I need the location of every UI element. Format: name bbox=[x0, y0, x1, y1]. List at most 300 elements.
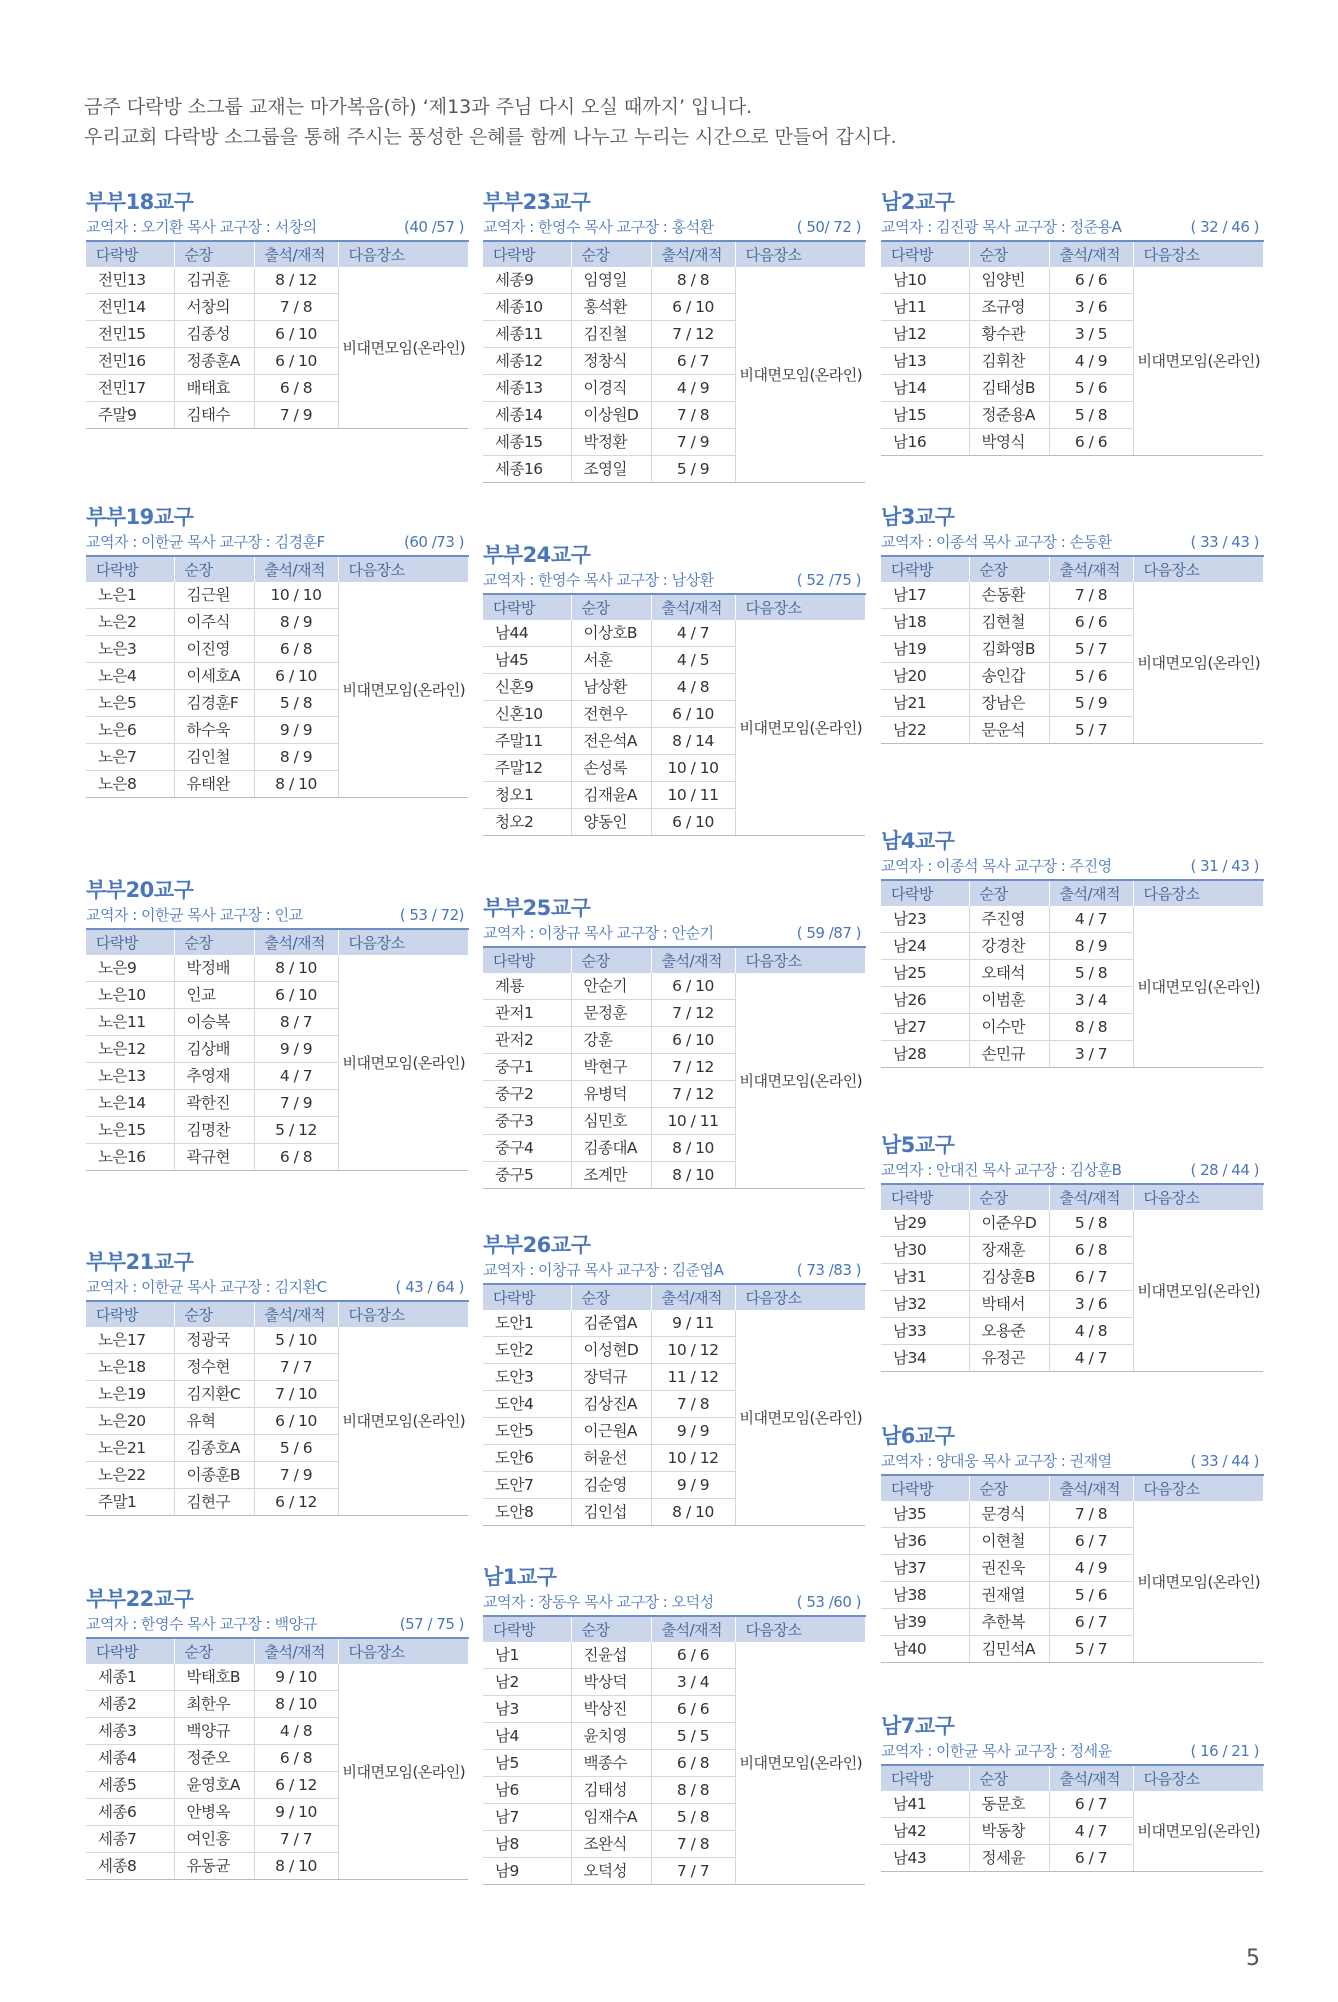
table-row bbox=[86, 1664, 468, 1691]
leader-cell: 이세호A bbox=[174, 663, 254, 690]
table-header-row bbox=[881, 1184, 1263, 1210]
attendance-cell: 10 / 10 bbox=[651, 755, 735, 782]
room-cell: 남44 bbox=[483, 620, 571, 647]
leader-cell: 장남은 bbox=[969, 690, 1049, 717]
attendance-cell: 5 / 7 bbox=[1049, 636, 1133, 663]
column-header: 출석/재적 bbox=[1049, 880, 1133, 906]
attendance-cell: 7 / 9 bbox=[651, 429, 735, 456]
table-header-row bbox=[483, 1284, 865, 1310]
room-cell: 세종14 bbox=[483, 402, 571, 429]
next-place-cell: 비대면모임(온라인) bbox=[1133, 1210, 1263, 1372]
room-cell: 노은1 bbox=[86, 582, 174, 609]
column-header: 다락방 bbox=[881, 1475, 969, 1501]
leader-cell: 박태호B bbox=[174, 1664, 254, 1691]
leader-cell: 김경훈F bbox=[174, 690, 254, 717]
leader-cell: 김화영B bbox=[969, 636, 1049, 663]
district-table bbox=[86, 1637, 469, 1880]
column-header: 다락방 bbox=[483, 594, 571, 620]
column-header: 다락방 bbox=[86, 1301, 174, 1327]
leader-cell: 추한복 bbox=[969, 1609, 1049, 1636]
table-row bbox=[483, 1642, 865, 1669]
column-header: 다음장소 bbox=[338, 556, 468, 582]
leader-cell: 심민호 bbox=[571, 1108, 651, 1135]
district-title: 남6교구 bbox=[881, 1424, 955, 1448]
column-header: 출석/재적 bbox=[1049, 241, 1133, 267]
room-cell: 세종13 bbox=[483, 375, 571, 402]
attendance-cell: 7 / 7 bbox=[254, 1354, 338, 1381]
column-header: 다음장소 bbox=[1133, 880, 1263, 906]
room-cell: 남17 bbox=[881, 582, 969, 609]
table-row bbox=[86, 955, 468, 982]
attendance-cell: 8 / 10 bbox=[651, 1162, 735, 1189]
district-info bbox=[86, 904, 468, 926]
district-table bbox=[86, 240, 469, 429]
column-header: 다락방 bbox=[86, 556, 174, 582]
attendance-cell: 5 / 6 bbox=[254, 1435, 338, 1462]
next-place-cell: 비대면모임(온라인) bbox=[338, 955, 468, 1171]
column-header: 다음장소 bbox=[735, 241, 865, 267]
attendance-cell: 8 / 9 bbox=[254, 744, 338, 771]
room-cell: 전민15 bbox=[86, 321, 174, 348]
room-cell: 중구5 bbox=[483, 1162, 571, 1189]
room-cell: 신혼10 bbox=[483, 701, 571, 728]
attendance-cell: 6 / 12 bbox=[254, 1489, 338, 1516]
leader-cell: 이승복 bbox=[174, 1009, 254, 1036]
attendance-cell: 7 / 9 bbox=[254, 402, 338, 429]
room-cell: 남19 bbox=[881, 636, 969, 663]
attendance-cell: 6 / 8 bbox=[1049, 1237, 1133, 1264]
attendance-cell: 7 / 8 bbox=[1049, 1501, 1133, 1528]
district-block bbox=[86, 503, 468, 798]
leader-cell: 유동균 bbox=[174, 1853, 254, 1880]
attendance-cell: 10 / 10 bbox=[254, 582, 338, 609]
table-header-row bbox=[881, 556, 1263, 582]
column-header: 출석/재적 bbox=[254, 241, 338, 267]
district-block bbox=[86, 876, 468, 1171]
room-cell: 관저2 bbox=[483, 1027, 571, 1054]
room-cell: 세종15 bbox=[483, 429, 571, 456]
leader-cell: 임영일 bbox=[571, 267, 651, 294]
attendance-cell: 8 / 10 bbox=[254, 955, 338, 982]
attendance-cell: 6 / 8 bbox=[254, 636, 338, 663]
leader-cell: 박정환 bbox=[571, 429, 651, 456]
attendance-cell: 5 / 9 bbox=[651, 456, 735, 483]
district-info bbox=[483, 1591, 865, 1613]
leader-cell: 이현철 bbox=[969, 1528, 1049, 1555]
leader-cell: 임재수A bbox=[571, 1804, 651, 1831]
district-attendance-total: (60 /73 ) bbox=[404, 533, 464, 551]
room-cell: 노은11 bbox=[86, 1009, 174, 1036]
attendance-cell: 4 / 7 bbox=[254, 1063, 338, 1090]
room-cell: 남36 bbox=[881, 1528, 969, 1555]
table-row bbox=[881, 906, 1263, 933]
attendance-cell: 4 / 8 bbox=[651, 674, 735, 701]
attendance-cell: 5 / 9 bbox=[1049, 690, 1133, 717]
attendance-cell: 9 / 9 bbox=[254, 717, 338, 744]
attendance-cell: 6 / 10 bbox=[651, 1027, 735, 1054]
attendance-cell: 5 / 12 bbox=[254, 1117, 338, 1144]
leader-cell: 권진욱 bbox=[969, 1555, 1049, 1582]
district-block bbox=[881, 1712, 1263, 1872]
attendance-cell: 6 / 7 bbox=[1049, 1845, 1133, 1872]
column-header: 다락방 bbox=[483, 1284, 571, 1310]
room-cell: 남34 bbox=[881, 1345, 969, 1372]
attendance-cell: 8 / 8 bbox=[1049, 1014, 1133, 1041]
leader-cell: 유병덕 bbox=[571, 1081, 651, 1108]
district-staff: 교역자 : 안대진 목사 교구장 : 김상훈B bbox=[881, 1161, 1122, 1179]
leader-cell: 곽규현 bbox=[174, 1144, 254, 1171]
room-cell: 도안3 bbox=[483, 1364, 571, 1391]
column-header: 다음장소 bbox=[1133, 1765, 1263, 1791]
room-cell: 남23 bbox=[881, 906, 969, 933]
room-cell: 도안5 bbox=[483, 1418, 571, 1445]
attendance-cell: 6 / 10 bbox=[254, 348, 338, 375]
attendance-cell: 5 / 5 bbox=[651, 1723, 735, 1750]
district-title: 부부22교구 bbox=[86, 1587, 194, 1611]
leader-cell: 곽한진 bbox=[174, 1090, 254, 1117]
district-staff: 교역자 : 양대웅 목사 교구장 : 권재열 bbox=[881, 1452, 1112, 1470]
room-cell: 남31 bbox=[881, 1264, 969, 1291]
column-header: 순장 bbox=[969, 1475, 1049, 1501]
column-header: 순장 bbox=[571, 241, 651, 267]
room-cell: 도안4 bbox=[483, 1391, 571, 1418]
column-header: 순장 bbox=[174, 1301, 254, 1327]
district-attendance-total: ( 28 / 44 ) bbox=[1190, 1161, 1259, 1179]
attendance-cell: 7 / 8 bbox=[651, 1391, 735, 1418]
leader-cell: 손민규 bbox=[969, 1041, 1049, 1068]
district-title: 부부25교구 bbox=[483, 896, 591, 920]
leader-cell: 박정배 bbox=[174, 955, 254, 982]
table-row bbox=[86, 582, 468, 609]
district-attendance-total: ( 59 /87 ) bbox=[796, 924, 861, 942]
leader-cell: 정세윤 bbox=[969, 1845, 1049, 1872]
room-cell: 중구4 bbox=[483, 1135, 571, 1162]
attendance-cell: 6 / 10 bbox=[254, 321, 338, 348]
district-table bbox=[86, 555, 469, 798]
leader-cell: 김현철 bbox=[969, 609, 1049, 636]
leader-cell: 서훈 bbox=[571, 647, 651, 674]
district-table bbox=[881, 240, 1264, 456]
column-header: 순장 bbox=[174, 929, 254, 955]
district-info bbox=[86, 531, 468, 553]
column-header: 출석/재적 bbox=[651, 947, 735, 973]
attendance-cell: 3 / 6 bbox=[1049, 1291, 1133, 1318]
leader-cell: 동문호 bbox=[969, 1791, 1049, 1818]
column-header: 순장 bbox=[571, 947, 651, 973]
column-header: 다락방 bbox=[483, 1616, 571, 1642]
district-info bbox=[86, 1276, 468, 1298]
room-cell: 주말11 bbox=[483, 728, 571, 755]
column-header: 다음장소 bbox=[338, 241, 468, 267]
attendance-cell: 8 / 8 bbox=[651, 267, 735, 294]
column-header: 다락방 bbox=[483, 241, 571, 267]
next-place-cell: 비대면모임(온라인) bbox=[1133, 1501, 1263, 1663]
leader-cell: 윤치영 bbox=[571, 1723, 651, 1750]
attendance-cell: 6 / 6 bbox=[651, 1642, 735, 1669]
attendance-cell: 8 / 8 bbox=[651, 1777, 735, 1804]
attendance-cell: 6 / 10 bbox=[651, 294, 735, 321]
room-cell: 남41 bbox=[881, 1791, 969, 1818]
district-staff: 교역자 : 김진광 목사 교구장 : 정준용A bbox=[881, 218, 1122, 236]
district-block bbox=[483, 894, 865, 1189]
district-table bbox=[86, 928, 469, 1171]
leader-cell: 강경찬 bbox=[969, 933, 1049, 960]
room-cell: 계룡 bbox=[483, 973, 571, 1000]
leader-cell: 김근원 bbox=[174, 582, 254, 609]
attendance-cell: 4 / 7 bbox=[1049, 906, 1133, 933]
room-cell: 남43 bbox=[881, 1845, 969, 1872]
leader-cell: 김상훈B bbox=[969, 1264, 1049, 1291]
room-cell: 남4 bbox=[483, 1723, 571, 1750]
leader-cell: 박상덕 bbox=[571, 1669, 651, 1696]
column-header: 순장 bbox=[969, 556, 1049, 582]
leader-cell: 이경직 bbox=[571, 375, 651, 402]
attendance-cell: 10 / 11 bbox=[651, 1108, 735, 1135]
leader-cell: 문운석 bbox=[969, 717, 1049, 744]
room-cell: 청오1 bbox=[483, 782, 571, 809]
leader-cell: 김명찬 bbox=[174, 1117, 254, 1144]
room-cell: 남9 bbox=[483, 1858, 571, 1885]
table-row bbox=[483, 267, 865, 294]
district-title: 부부20교구 bbox=[86, 878, 194, 902]
leader-cell: 이범훈 bbox=[969, 987, 1049, 1014]
attendance-cell: 6 / 7 bbox=[651, 348, 735, 375]
room-cell: 노은2 bbox=[86, 609, 174, 636]
table-row bbox=[86, 267, 468, 294]
column-header: 다락방 bbox=[881, 556, 969, 582]
leader-cell: 박태서 bbox=[969, 1291, 1049, 1318]
room-cell: 남37 bbox=[881, 1555, 969, 1582]
table-header-row bbox=[483, 241, 865, 267]
leader-cell: 전현우 bbox=[571, 701, 651, 728]
room-cell: 노은7 bbox=[86, 744, 174, 771]
next-place-cell: 비대면모임(온라인) bbox=[735, 267, 865, 483]
district-block bbox=[483, 188, 865, 483]
room-cell: 주말1 bbox=[86, 1489, 174, 1516]
column-header: 출석/재적 bbox=[254, 556, 338, 582]
intro-text bbox=[84, 92, 897, 152]
attendance-cell: 7 / 9 bbox=[254, 1462, 338, 1489]
column-header: 순장 bbox=[174, 556, 254, 582]
attendance-cell: 4 / 9 bbox=[1049, 348, 1133, 375]
attendance-cell: 5 / 6 bbox=[1049, 375, 1133, 402]
attendance-cell: 8 / 14 bbox=[651, 728, 735, 755]
leader-cell: 조계만 bbox=[571, 1162, 651, 1189]
column-header: 순장 bbox=[571, 1284, 651, 1310]
attendance-cell: 6 / 10 bbox=[651, 809, 735, 836]
district-attendance-total: ( 31 / 43 ) bbox=[1190, 857, 1259, 875]
room-cell: 남33 bbox=[881, 1318, 969, 1345]
room-cell: 중구3 bbox=[483, 1108, 571, 1135]
room-cell: 세종6 bbox=[86, 1799, 174, 1826]
attendance-cell: 10 / 12 bbox=[651, 1445, 735, 1472]
attendance-cell: 3 / 5 bbox=[1049, 321, 1133, 348]
district-staff: 교역자 : 한영수 목사 교구장 : 백양규 bbox=[86, 1615, 317, 1633]
room-cell: 신혼9 bbox=[483, 674, 571, 701]
room-cell: 세종9 bbox=[483, 267, 571, 294]
district-attendance-total: ( 53 /60 ) bbox=[796, 1593, 861, 1611]
district-attendance-total: ( 73 /83 ) bbox=[796, 1261, 861, 1279]
district-table bbox=[881, 555, 1264, 744]
district-title: 남4교구 bbox=[881, 829, 955, 853]
leader-cell: 강훈 bbox=[571, 1027, 651, 1054]
table-row bbox=[881, 1210, 1263, 1237]
room-cell: 노은12 bbox=[86, 1036, 174, 1063]
district-title: 부부26교구 bbox=[483, 1233, 591, 1257]
district-table bbox=[86, 1300, 469, 1516]
room-cell: 노은10 bbox=[86, 982, 174, 1009]
room-cell: 노은13 bbox=[86, 1063, 174, 1090]
attendance-cell: 6 / 10 bbox=[254, 663, 338, 690]
district-block bbox=[881, 503, 1263, 744]
column-header: 다음장소 bbox=[735, 594, 865, 620]
next-place-cell: 비대면모임(온라인) bbox=[338, 1327, 468, 1516]
attendance-cell: 8 / 7 bbox=[254, 1009, 338, 1036]
leader-cell: 이수만 bbox=[969, 1014, 1049, 1041]
attendance-cell: 8 / 10 bbox=[254, 1853, 338, 1880]
attendance-cell: 3 / 7 bbox=[1049, 1041, 1133, 1068]
district-title: 부부21교구 bbox=[86, 1250, 194, 1274]
district-info bbox=[881, 855, 1263, 877]
leader-cell: 전은석A bbox=[571, 728, 651, 755]
leader-cell: 정광국 bbox=[174, 1327, 254, 1354]
leader-cell: 허윤선 bbox=[571, 1445, 651, 1472]
leader-cell: 하수욱 bbox=[174, 717, 254, 744]
room-cell: 세종11 bbox=[483, 321, 571, 348]
district-block bbox=[483, 1231, 865, 1526]
district-attendance-total: ( 32 / 46 ) bbox=[1190, 218, 1259, 236]
attendance-cell: 9 / 9 bbox=[651, 1418, 735, 1445]
district-table bbox=[483, 1615, 866, 1885]
district-attendance-total: ( 43 / 64 ) bbox=[395, 1278, 464, 1296]
room-cell: 노은4 bbox=[86, 663, 174, 690]
room-cell: 남26 bbox=[881, 987, 969, 1014]
attendance-cell: 9 / 10 bbox=[254, 1799, 338, 1826]
leader-cell: 김종성 bbox=[174, 321, 254, 348]
table-row bbox=[881, 1501, 1263, 1528]
leader-cell: 김휘찬 bbox=[969, 348, 1049, 375]
room-cell: 남8 bbox=[483, 1831, 571, 1858]
attendance-cell: 6 / 6 bbox=[1049, 609, 1133, 636]
leader-cell: 김민석A bbox=[969, 1636, 1049, 1663]
district-info bbox=[881, 216, 1263, 238]
district-staff: 교역자 : 오기환 목사 교구장 : 서창의 bbox=[86, 218, 317, 236]
leader-cell: 여인홍 bbox=[174, 1826, 254, 1853]
column-header: 순장 bbox=[571, 1616, 651, 1642]
room-cell: 남21 bbox=[881, 690, 969, 717]
leader-cell: 박영식 bbox=[969, 429, 1049, 456]
room-cell: 도안6 bbox=[483, 1445, 571, 1472]
next-place-cell: 비대면모임(온라인) bbox=[735, 1310, 865, 1526]
room-cell: 남24 bbox=[881, 933, 969, 960]
room-cell: 남45 bbox=[483, 647, 571, 674]
leader-cell: 오태석 bbox=[969, 960, 1049, 987]
district-title: 남7교구 bbox=[881, 1714, 955, 1738]
next-place-cell: 비대면모임(온라인) bbox=[735, 973, 865, 1189]
attendance-cell: 5 / 8 bbox=[1049, 960, 1133, 987]
leader-cell: 손동환 bbox=[969, 582, 1049, 609]
leader-cell: 이진영 bbox=[174, 636, 254, 663]
leader-cell: 손성록 bbox=[571, 755, 651, 782]
district-staff: 교역자 : 이창규 목사 교구장 : 김준엽A bbox=[483, 1261, 724, 1279]
district-staff: 교역자 : 이한균 목사 교구장 : 김지환C bbox=[86, 1278, 327, 1296]
table-row bbox=[483, 1310, 865, 1337]
district-block bbox=[881, 188, 1263, 456]
room-cell: 세종2 bbox=[86, 1691, 174, 1718]
district-table bbox=[881, 1183, 1264, 1372]
room-cell: 전민16 bbox=[86, 348, 174, 375]
attendance-cell: 8 / 10 bbox=[254, 771, 338, 798]
table-header-row bbox=[483, 594, 865, 620]
leader-cell: 정종훈A bbox=[174, 348, 254, 375]
attendance-cell: 9 / 11 bbox=[651, 1310, 735, 1337]
leader-cell: 이근원A bbox=[571, 1418, 651, 1445]
column-header: 다음장소 bbox=[1133, 1475, 1263, 1501]
leader-cell: 권재열 bbox=[969, 1582, 1049, 1609]
room-cell: 남15 bbox=[881, 402, 969, 429]
room-cell: 관저1 bbox=[483, 1000, 571, 1027]
intro-line-2: 우리교회 다락방 소그룹을 통해 주시는 풍성한 은혜를 함께 나누고 누리는 시간으로 만들어 갑시다. bbox=[84, 126, 897, 148]
attendance-cell: 8 / 9 bbox=[254, 609, 338, 636]
room-cell: 노은8 bbox=[86, 771, 174, 798]
attendance-cell: 6 / 7 bbox=[1049, 1264, 1133, 1291]
table-header-row bbox=[483, 947, 865, 973]
attendance-cell: 7 / 12 bbox=[651, 321, 735, 348]
room-cell: 노은17 bbox=[86, 1327, 174, 1354]
column-header: 출석/재적 bbox=[1049, 556, 1133, 582]
room-cell: 노은19 bbox=[86, 1381, 174, 1408]
leader-cell: 김상진A bbox=[571, 1391, 651, 1418]
column-header: 다음장소 bbox=[1133, 1184, 1263, 1210]
district-info bbox=[483, 1259, 865, 1281]
district-table bbox=[483, 1283, 866, 1526]
leader-cell: 조영일 bbox=[571, 456, 651, 483]
room-cell: 남22 bbox=[881, 717, 969, 744]
leader-cell: 이종훈B bbox=[174, 1462, 254, 1489]
leader-cell: 장덕규 bbox=[571, 1364, 651, 1391]
district-staff: 교역자 : 이한균 목사 교구장 : 정세윤 bbox=[881, 1742, 1112, 1760]
leader-cell: 장재훈 bbox=[969, 1237, 1049, 1264]
column-header: 다음장소 bbox=[1133, 556, 1263, 582]
district-title: 부부18교구 bbox=[86, 190, 194, 214]
room-cell: 남10 bbox=[881, 267, 969, 294]
leader-cell: 이주식 bbox=[174, 609, 254, 636]
room-cell: 남11 bbox=[881, 294, 969, 321]
district-title: 남1교구 bbox=[483, 1565, 557, 1589]
room-cell: 남38 bbox=[881, 1582, 969, 1609]
column-header: 출석/재적 bbox=[651, 594, 735, 620]
room-cell: 중구1 bbox=[483, 1054, 571, 1081]
attendance-cell: 6 / 10 bbox=[651, 973, 735, 1000]
leader-cell: 김태성 bbox=[571, 1777, 651, 1804]
column-header: 다음장소 bbox=[735, 947, 865, 973]
attendance-cell: 11 / 12 bbox=[651, 1364, 735, 1391]
room-cell: 중구2 bbox=[483, 1081, 571, 1108]
room-cell: 노은15 bbox=[86, 1117, 174, 1144]
district-staff: 교역자 : 이종석 목사 교구장 : 주진영 bbox=[881, 857, 1112, 875]
column-header: 순장 bbox=[174, 241, 254, 267]
table-header-row bbox=[86, 1638, 468, 1664]
room-cell: 남28 bbox=[881, 1041, 969, 1068]
district-block bbox=[483, 1563, 865, 1885]
district-attendance-total: ( 53 / 72) bbox=[399, 906, 464, 924]
district-attendance-total: ( 50/ 72 ) bbox=[796, 218, 861, 236]
attendance-cell: 3 / 4 bbox=[651, 1669, 735, 1696]
leader-cell: 김귀훈 bbox=[174, 267, 254, 294]
table-row bbox=[483, 973, 865, 1000]
leader-cell: 김종호A bbox=[174, 1435, 254, 1462]
district-info bbox=[483, 922, 865, 944]
